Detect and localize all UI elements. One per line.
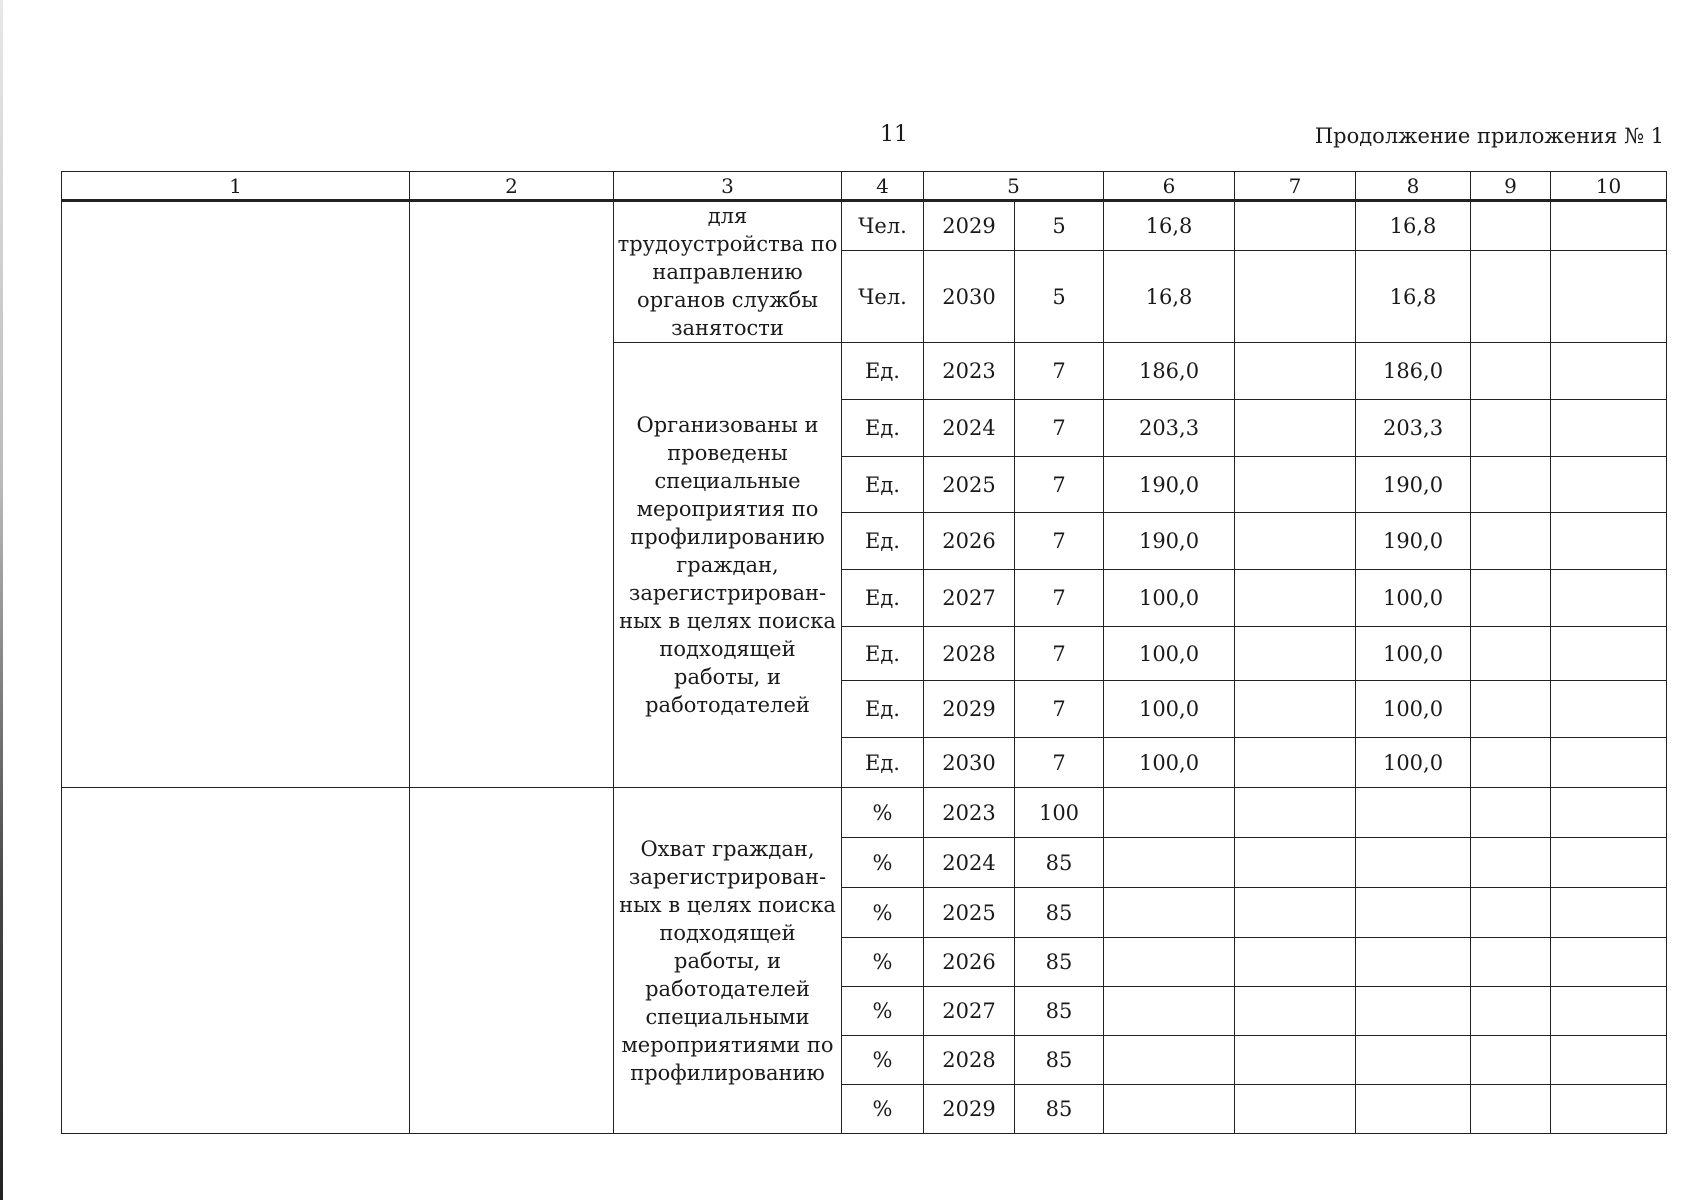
table-row [62,788,1667,838]
col8-cell: 186,0 [1356,343,1471,400]
col10-cell [1551,627,1667,681]
indicator-description: для трудоустройства по направлению органов службы занятости [614,201,842,343]
col7-cell [1235,513,1356,570]
col7-cell [1235,343,1356,400]
unit-cell: % [842,1085,924,1134]
col6-cell: 203,3 [1104,400,1235,457]
year-cell: 2024 [924,838,1015,888]
col6-cell: 190,0 [1104,457,1235,513]
col9-cell [1471,788,1551,838]
indicator-description: Охват граждан, зарегистрирован-ных в целях поиска подходящей работы, и работодателей специальными мероприятиями по профилированию [614,788,842,1134]
col6-cell [1104,987,1235,1036]
col9-cell [1471,1036,1551,1085]
year-cell: 2028 [924,627,1015,681]
value-cell: 7 [1015,400,1104,457]
col10-cell [1551,888,1667,938]
col7-cell [1235,838,1356,888]
unit-cell: Чел. [842,201,924,251]
col7-cell [1235,251,1356,343]
col6-cell [1104,1036,1235,1085]
col8-cell: 190,0 [1356,457,1471,513]
year-cell: 2027 [924,987,1015,1036]
col7-cell [1235,938,1356,987]
col10-cell [1551,987,1667,1036]
value-cell: 7 [1015,570,1104,627]
value-cell: 85 [1015,938,1104,987]
indicator-description: Организованы и проведены специальные мероприятия по профилированию граждан, зарегистрирован-ных в целях поиска подходящей работы, и работодателей [614,343,842,788]
col8-cell [1356,788,1471,838]
year-cell: 2028 [924,1036,1015,1085]
col6-cell: 186,0 [1104,343,1235,400]
year-cell: 2025 [924,888,1015,938]
col9-cell [1471,1085,1551,1134]
col8-cell [1356,1085,1471,1134]
col10-cell [1551,938,1667,987]
col10-cell [1551,251,1667,343]
col8-cell [1356,888,1471,938]
col8-cell: 100,0 [1356,681,1471,738]
col9-cell [1471,987,1551,1036]
col10-cell [1551,457,1667,513]
unit-cell: Ед. [842,457,924,513]
unit-cell: Ед. [842,513,924,570]
col9-cell [1471,570,1551,627]
unit-cell: Ед. [842,738,924,788]
col10-cell [1551,838,1667,888]
unit-cell: Ед. [842,570,924,627]
col6-cell [1104,788,1235,838]
col7-cell [1235,400,1356,457]
page-number: 11 [880,122,908,147]
col6-cell: 100,0 [1104,627,1235,681]
value-cell: 85 [1015,888,1104,938]
col9-cell [1471,400,1551,457]
year-cell: 2026 [924,938,1015,987]
blank-col-2 [410,788,614,1134]
col8-cell [1356,938,1471,987]
col9-cell [1471,738,1551,788]
col6-cell: 16,8 [1104,201,1235,251]
col-num-4: 4 [842,172,924,201]
unit-cell: % [842,838,924,888]
value-cell: 7 [1015,457,1104,513]
year-cell: 2029 [924,201,1015,251]
col6-cell [1104,1085,1235,1134]
value-cell: 7 [1015,513,1104,570]
col6-cell: 16,8 [1104,251,1235,343]
col8-cell: 100,0 [1356,627,1471,681]
col7-cell [1235,201,1356,251]
col10-cell [1551,788,1667,838]
value-cell: 7 [1015,738,1104,788]
col7-cell [1235,627,1356,681]
indicator-table [61,171,1667,1134]
year-cell: 2026 [924,513,1015,570]
col7-cell [1235,738,1356,788]
col10-cell [1551,681,1667,738]
col10-cell [1551,1036,1667,1085]
value-cell: 85 [1015,838,1104,888]
year-cell: 2030 [924,251,1015,343]
col7-cell [1235,457,1356,513]
col7-cell [1235,987,1356,1036]
col-num-7: 7 [1235,172,1356,201]
col7-cell [1235,788,1356,838]
col-num-5: 5 [924,172,1104,201]
year-cell: 2027 [924,570,1015,627]
col9-cell [1471,457,1551,513]
year-cell: 2029 [924,681,1015,738]
column-number-row [62,172,1667,201]
unit-cell: Ед. [842,681,924,738]
year-cell: 2024 [924,400,1015,457]
unit-cell: % [842,938,924,987]
col6-cell: 100,0 [1104,681,1235,738]
table-row [62,201,1667,251]
year-cell: 2025 [924,457,1015,513]
blank-col-2 [410,201,614,788]
col7-cell [1235,570,1356,627]
col-num-6: 6 [1104,172,1235,201]
year-cell: 2023 [924,788,1015,838]
year-cell: 2030 [924,738,1015,788]
year-cell: 2029 [924,1085,1015,1134]
col6-cell [1104,938,1235,987]
blank-col-1 [62,201,410,788]
unit-cell: % [842,788,924,838]
col9-cell [1471,838,1551,888]
col7-cell [1235,1036,1356,1085]
col6-cell: 190,0 [1104,513,1235,570]
col8-cell: 100,0 [1356,570,1471,627]
col-num-1: 1 [62,172,410,201]
col9-cell [1471,513,1551,570]
unit-cell: Ед. [842,343,924,400]
value-cell: 7 [1015,681,1104,738]
col6-cell [1104,888,1235,938]
col6-cell: 100,0 [1104,570,1235,627]
col10-cell [1551,738,1667,788]
col8-cell: 100,0 [1356,738,1471,788]
appendix-note: Продолжение приложения № 1 [1314,124,1664,148]
blank-col-1 [62,788,410,1134]
col10-cell [1551,1085,1667,1134]
col8-cell: 16,8 [1356,201,1471,251]
col-num-10: 10 [1551,172,1667,201]
col6-cell: 100,0 [1104,738,1235,788]
unit-cell: Ед. [842,627,924,681]
col-num-8: 8 [1356,172,1471,201]
unit-cell: % [842,1036,924,1085]
col10-cell [1551,400,1667,457]
unit-cell: % [842,888,924,938]
col10-cell [1551,343,1667,400]
col8-cell: 203,3 [1356,400,1471,457]
col-num-2: 2 [410,172,614,201]
unit-cell: % [842,987,924,1036]
col10-cell [1551,570,1667,627]
col10-cell [1551,201,1667,251]
col7-cell [1235,888,1356,938]
col8-cell [1356,838,1471,888]
col8-cell: 190,0 [1356,513,1471,570]
col7-cell [1235,681,1356,738]
col8-cell: 16,8 [1356,251,1471,343]
col8-cell [1356,987,1471,1036]
col10-cell [1551,513,1667,570]
year-cell: 2023 [924,343,1015,400]
col9-cell [1471,888,1551,938]
col-num-9: 9 [1471,172,1551,201]
value-cell: 5 [1015,201,1104,251]
col9-cell [1471,627,1551,681]
value-cell: 7 [1015,627,1104,681]
col9-cell [1471,251,1551,343]
col9-cell [1471,681,1551,738]
col-num-3: 3 [614,172,842,201]
col9-cell [1471,343,1551,400]
value-cell: 7 [1015,343,1104,400]
col8-cell [1356,1036,1471,1085]
col7-cell [1235,1085,1356,1134]
unit-cell: Чел. [842,251,924,343]
scan-edge [0,0,3,1200]
value-cell: 85 [1015,987,1104,1036]
value-cell: 100 [1015,788,1104,838]
value-cell: 85 [1015,1085,1104,1134]
unit-cell: Ед. [842,400,924,457]
value-cell: 5 [1015,251,1104,343]
col6-cell [1104,838,1235,888]
value-cell: 85 [1015,1036,1104,1085]
col9-cell [1471,201,1551,251]
col9-cell [1471,938,1551,987]
